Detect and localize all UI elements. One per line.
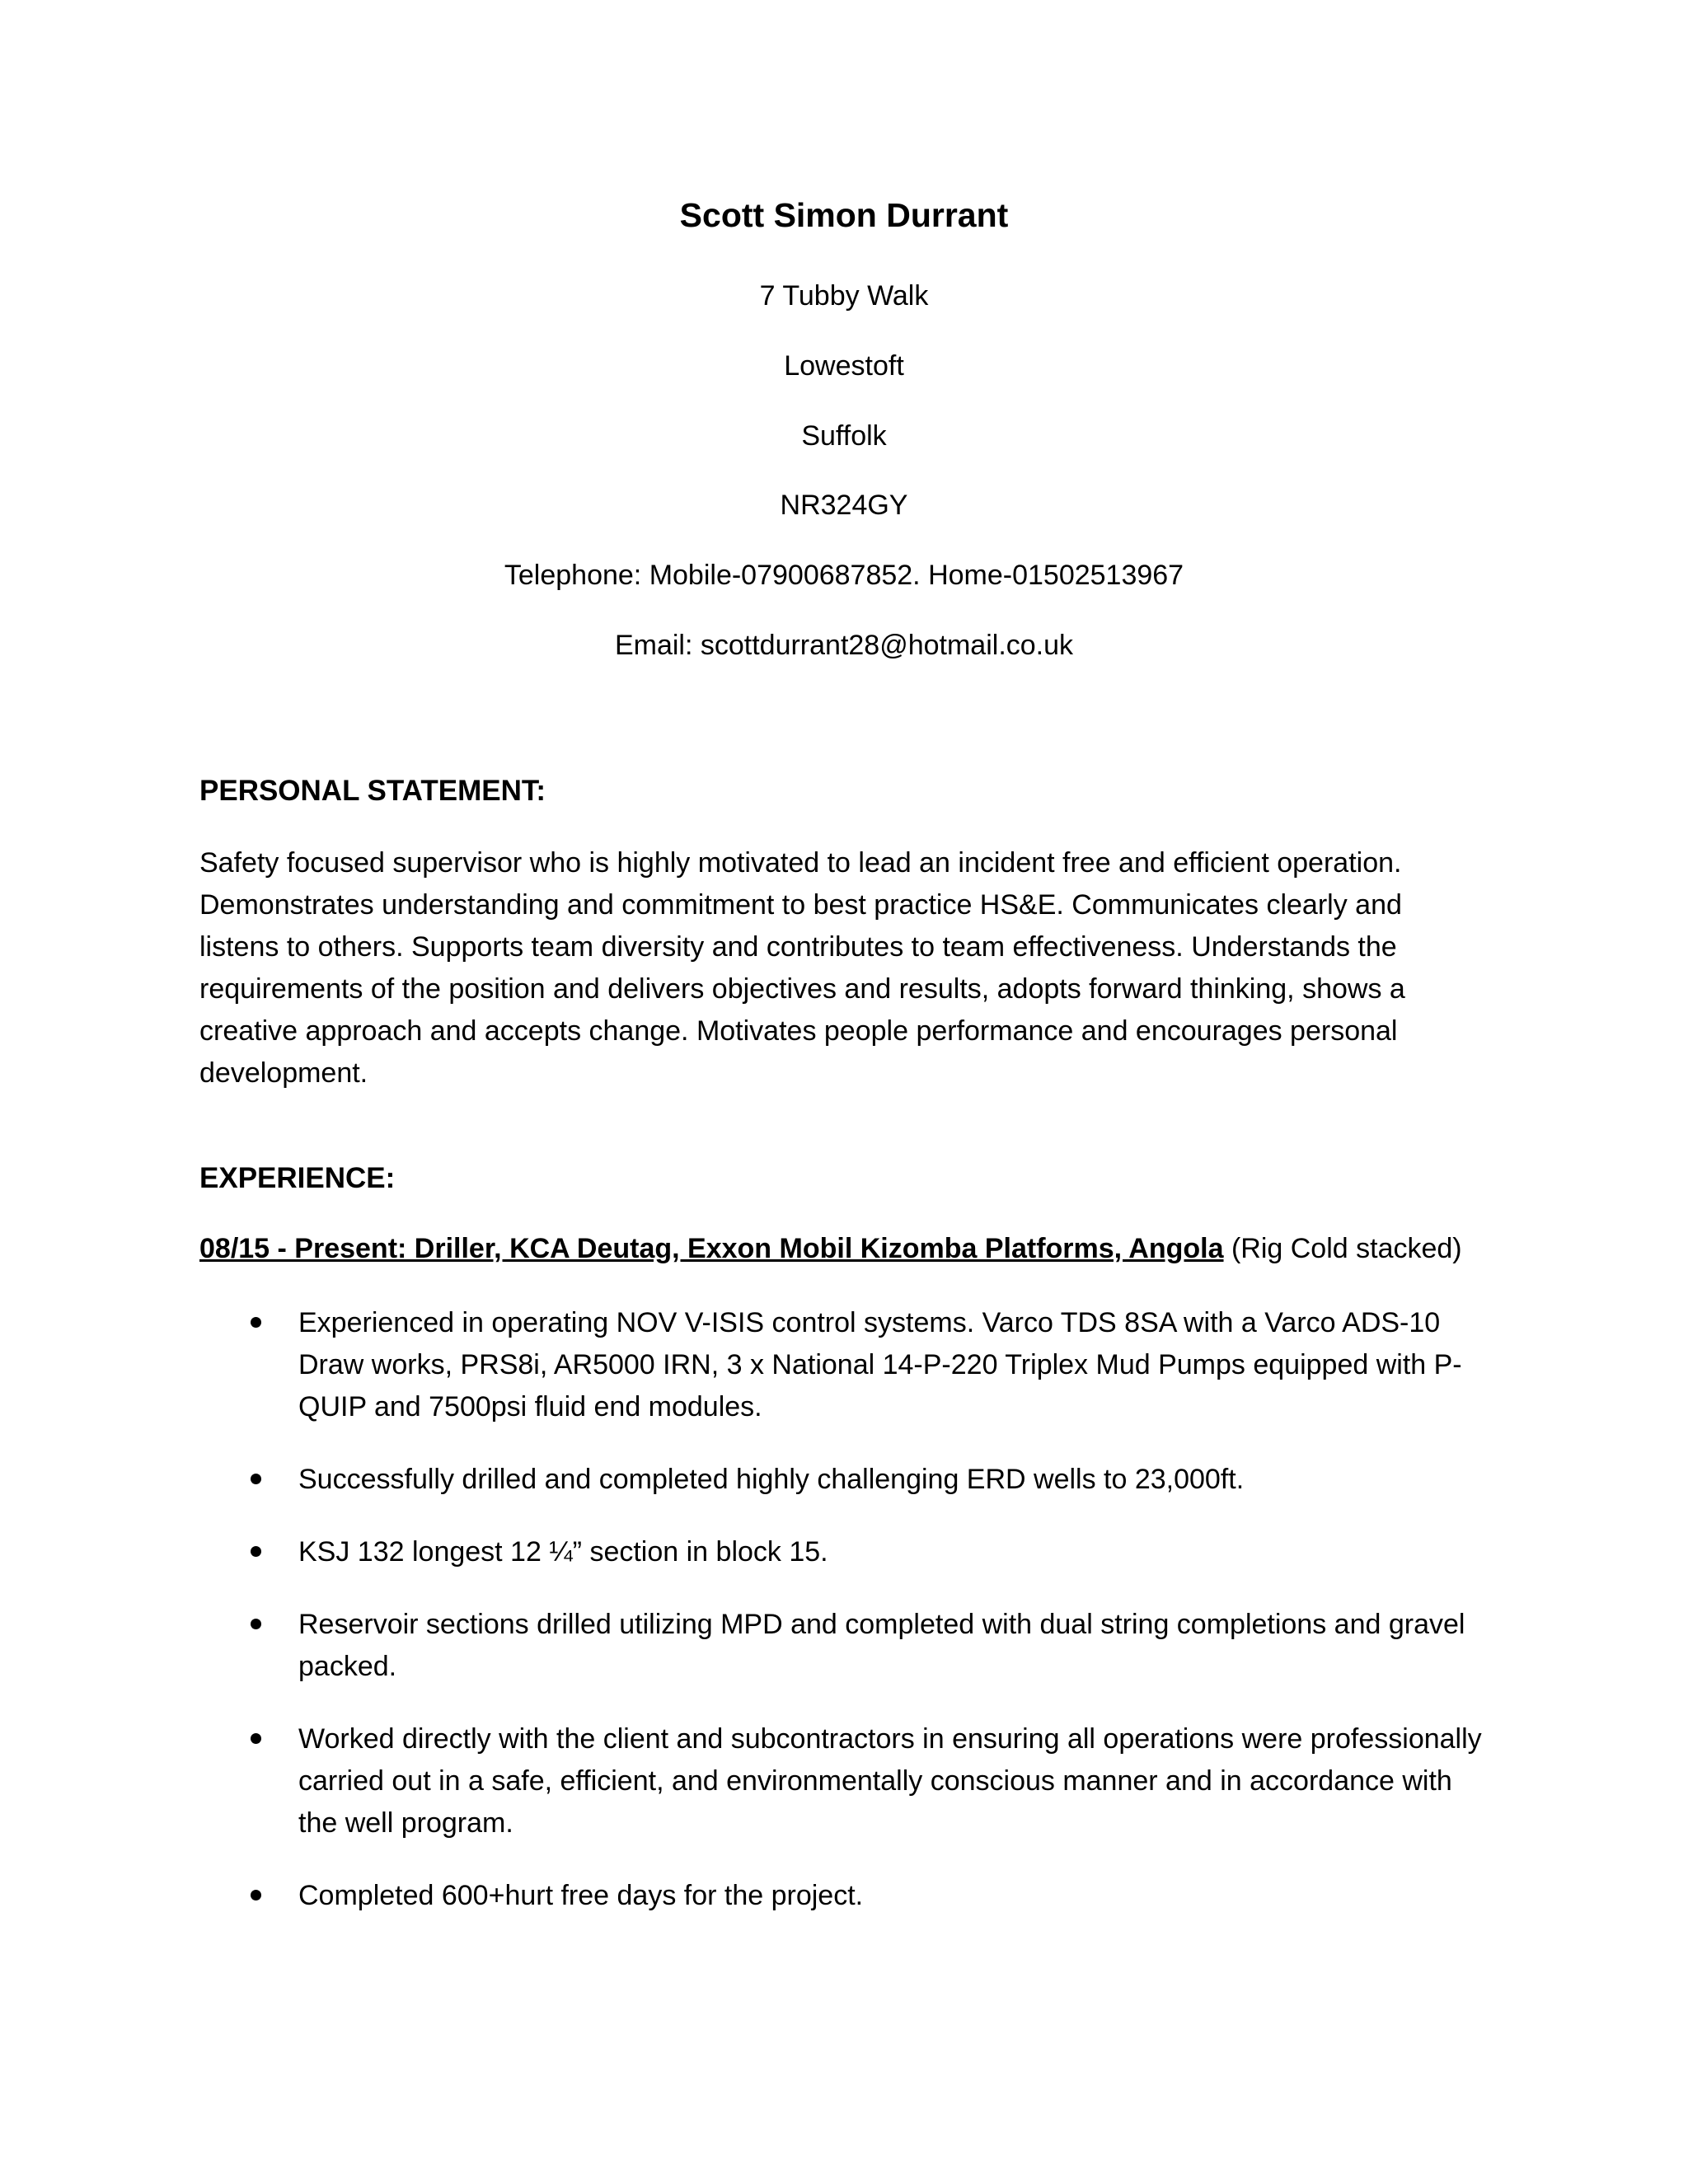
list-item [199, 1718, 1485, 1844]
list-item-text: Successfully drilled and completed highly challenging ERD wells to 23,000ft. [298, 1464, 1245, 1495]
bullet-icon [251, 1546, 261, 1557]
contact-telephone: Telephone: Mobile-07900687852. Home-01502513967 [504, 560, 1184, 591]
personal-statement-heading: PERSONAL STATEMENT: [199, 775, 546, 807]
address-town: Lowestoft [784, 350, 904, 382]
bullet-icon [251, 1890, 261, 1900]
contact-email: Email: scottdurrant28@hotmail.co.uk [614, 630, 1074, 661]
job-bullet-list [199, 1302, 1485, 1947]
list-item-text: Reservoir sections drilled utilizing MPD and completed with dual string completions and gravel packed. [298, 1609, 1465, 1682]
list-item [199, 1531, 1485, 1573]
address-postcode: NR324GY [780, 490, 908, 521]
list-item-text: KSJ 132 longest 12 ¼” section in block 15. [298, 1536, 828, 1568]
list-item [199, 1459, 1485, 1501]
candidate-name: Scott Simon Durrant [679, 196, 1009, 234]
address-county: Suffolk [801, 420, 887, 452]
bullet-icon [251, 1317, 261, 1328]
bullet-icon [251, 1619, 261, 1629]
job-note: (Rig Cold stacked) [1223, 1233, 1462, 1264]
address-street: 7 Tubby Walk [759, 280, 929, 312]
list-item [199, 1875, 1485, 1917]
job-entry-header [199, 1233, 1462, 1265]
bullet-icon [251, 1733, 261, 1744]
list-item-text: Experienced in operating NOV V-ISIS control systems. Varco TDS 8SA with a Varco ADS-10 Draw works, PRS8i, AR5000 IRN, 3 x National 14-P-220 Triplex Mud Pumps equipped with P-QUIP and 7500psi fluid end modules. [298, 1307, 1462, 1422]
list-item-text: Completed 600+hurt free days for the project. [298, 1880, 864, 1911]
list-item [199, 1302, 1485, 1428]
job-title: 08/15 - Present: Driller, KCA Deutag, Exxon Mobil Kizomba Platforms, Angola [199, 1233, 1224, 1264]
bullet-icon [251, 1474, 261, 1484]
list-item [199, 1604, 1485, 1688]
list-item-text: Worked directly with the client and subcontractors in ensuring all operations were professionally carried out in a safe, efficient, and environmentally conscious manner and in accordance with the well program. [298, 1723, 1482, 1839]
experience-heading: EXPERIENCE: [199, 1162, 396, 1194]
personal-statement-body: Safety focused supervisor who is highly motivated to lead an incident free and efficient operation. Demonstrates understanding and commitment to best practice HS&E. Communicates clearly and listens to others. Supports team diversity and contributes to team effectiveness. Understands the requirements of the position and delivers objectives and results, adopts forward thinking, shows a creative approach and accepts change. Motivates people performance and encourages personal development. [199, 847, 1405, 1089]
